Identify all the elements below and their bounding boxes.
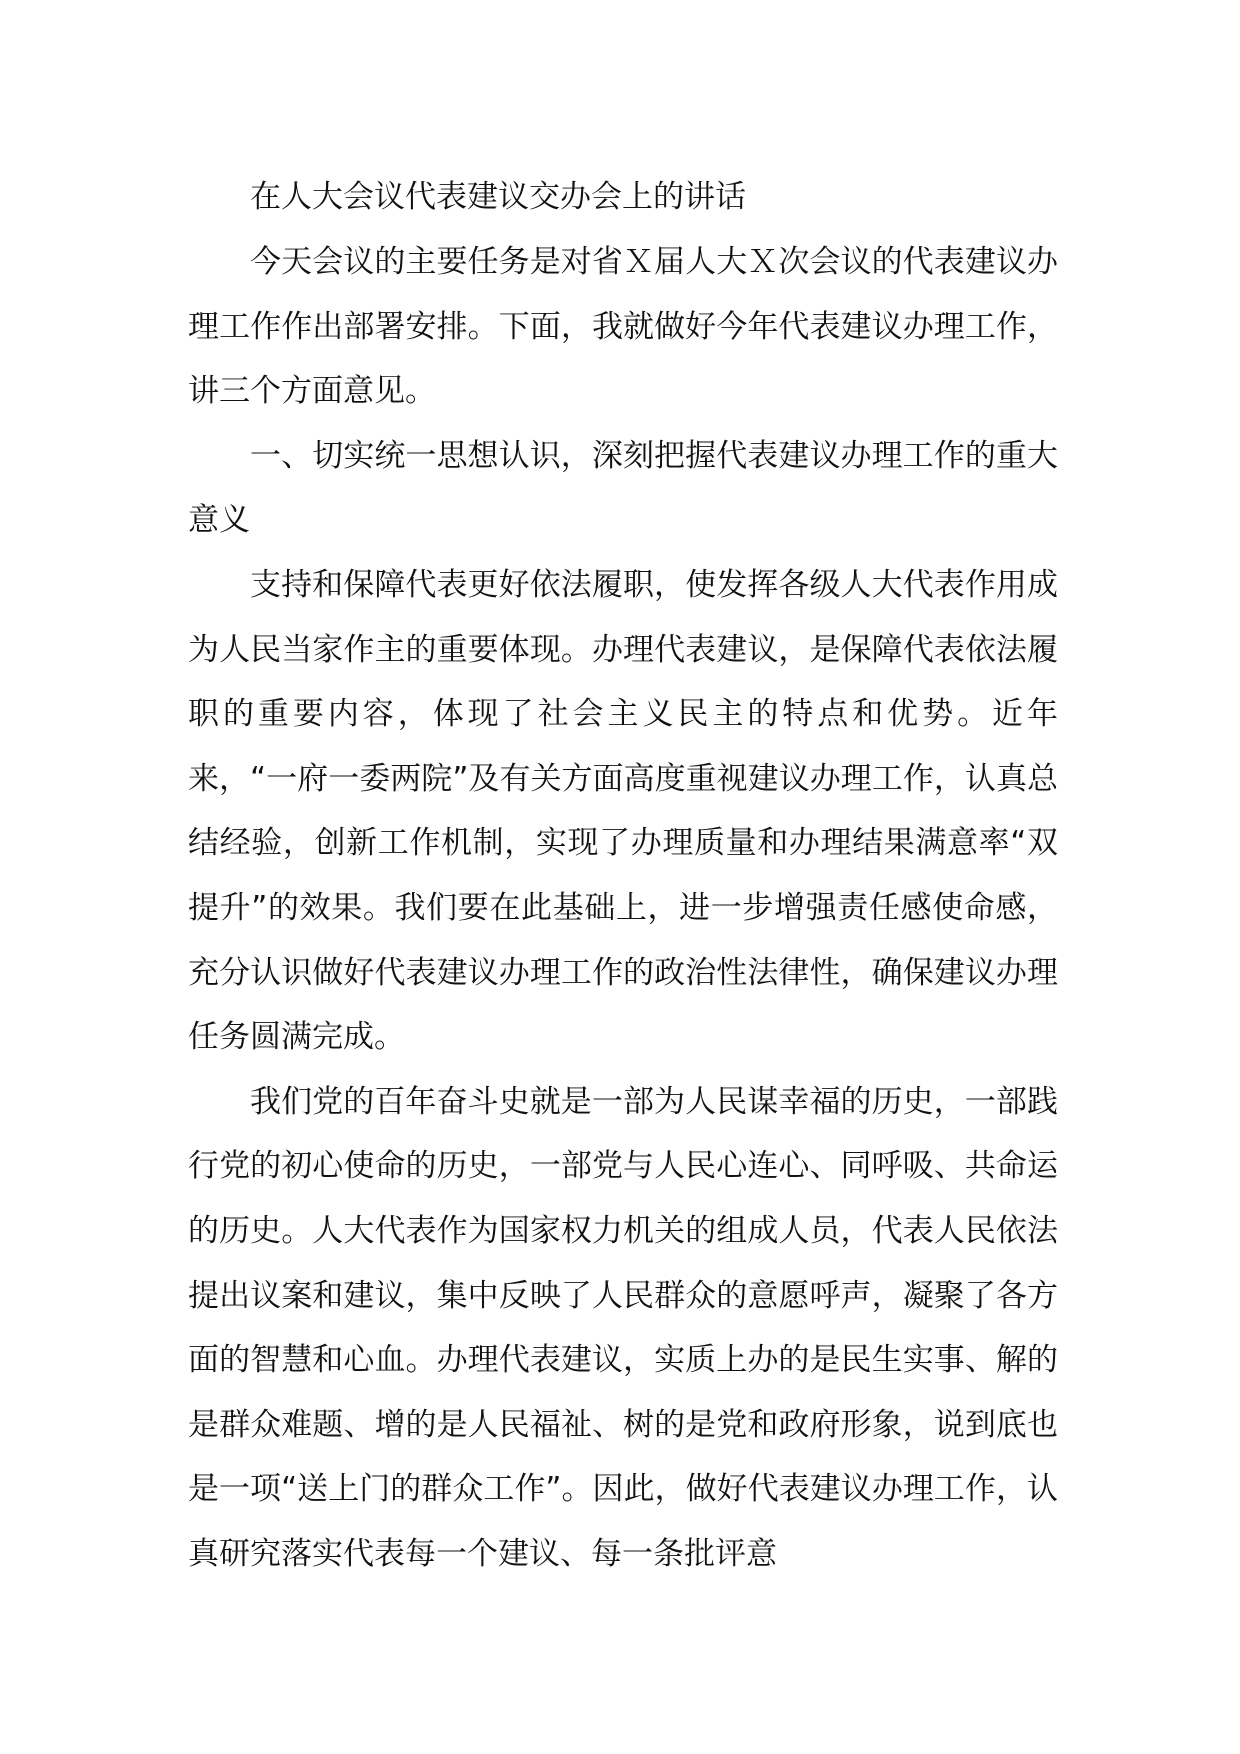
paragraph-intro: 今天会议的主要任务是对省Ｘ届人大Ｘ次会议的代表建议办理工作作出部署安排。下面，我就做好今年代表建议办理工作，讲三个方面意见。 xyxy=(188,244,1058,410)
paragraph-history: 我们党的百年奋斗史就是一部为人民谋幸福的历史，一部践行党的初心使命的历史，一部党与人民心连心、同呼吸、共命运的历史。人大代表作为国家权力机关的组成人员，代表人民依法提出议案和建议，集中反映了人民群众的意愿呼声，凝聚了各方面的智慧和心血。办理代表建议，实质上办的是民生实事、解的是群众难题、增的是人民福祉、树的是党和政府形象，说到底也是一项“送上门的群众工作”。因此，做好代表建议办理工作，认真研究落实代表每一个建议、每一条批评意 xyxy=(188,1083,1058,1572)
document-title: 在人大会议代表建议交办会上的讲话 xyxy=(250,179,746,215)
paragraph-support: 支持和保障代表更好依法履职，使发挥各级人大代表作用成为人民当家作主的重要体现。办理代表建议，是保障代表依法履职的重要内容，体现了社会主义民主的特点和优势。近年来，“一府一委两院”及有关方面高度重视建议办理工作，认真总结经验，创新工作机制，实现了办理质量和办理结果满意率“双提升”的效果。我们要在此基础上，进一步增强责任感使命感，充分认识做好代表建议办理工作的政治性法律性，确保建议办理任务圆满完成。 xyxy=(188,566,1058,1056)
section-heading-1: 一、切实统一思想认识，深刻把握代表建议办理工作的重大意义 xyxy=(188,437,1058,539)
document-body xyxy=(188,230,1058,1586)
document-page xyxy=(188,0,1058,1754)
